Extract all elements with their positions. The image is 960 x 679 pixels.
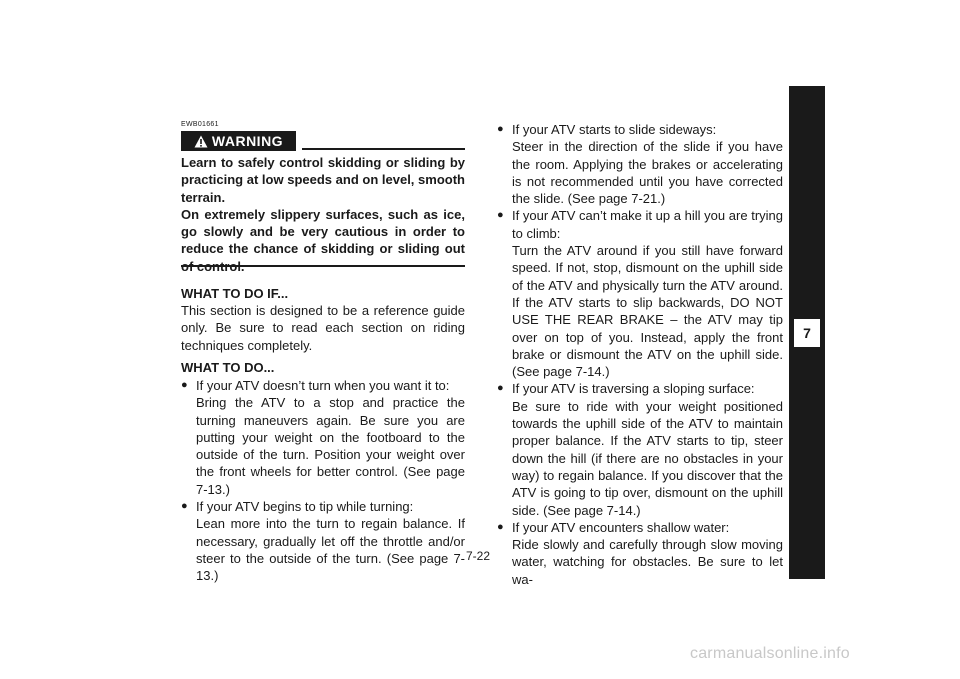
warning-rule-top — [302, 148, 465, 150]
list-item-question: If your ATV can’t make it up a hill you are trying to climb: — [512, 208, 783, 241]
warning-code: EWB01661 — [181, 121, 219, 128]
bullet-icon: ● — [181, 379, 188, 391]
section-heading-what-to-do: WHAT TO DO... — [181, 360, 275, 375]
bullet-icon: ● — [497, 382, 504, 395]
warning-paragraph-1: Learn to safely control skidding or sliding by practicing at low speeds and on level, smooth terrain. — [181, 155, 465, 205]
list-item-answer: Steer in the direction of the slide if you have the room. Applying the brakes or accelerating is not recommended until you have corrected the slide. (See page 7-21.) — [512, 139, 783, 207]
list-item-question: If your ATV doesn’t turn when you want it to: — [196, 378, 450, 393]
warning-paragraph-2: On extremely slippery surfaces, such as ice, go slowly and be very cautious in order to reduce the chance of skidding or sliding out — [181, 206, 465, 257]
warning-label: WARNING — [211, 133, 284, 149]
section-intro-text: This section is designed to be a reference guide only. Be sure to read each section on riding techniques completely. — [181, 303, 465, 353]
list-item-question: If your ATV encounters shallow water: — [512, 519, 730, 535]
warning-text — [181, 154, 465, 275]
list-item-answer: Lean more into the turn to regain balance. If necessary, gradually let off the throttle and/or steer to the outside of the turn. (See page 7-13.) — [196, 516, 465, 584]
warning-triangle-icon — [194, 135, 208, 148]
chapter-tab: 7 — [794, 319, 820, 347]
list-item — [181, 498, 465, 584]
bullet-icon: ● — [497, 123, 504, 135]
page-number: 7-22 — [466, 549, 491, 563]
list-item-answer: Bring the ATV to a stop and practice the turning maneuvers again. Be sure you are putting your weight on the footboard to the outside of the turn. Position your weight over the front wheels for better control. (See page 7-13.) — [196, 395, 465, 497]
warning-label-box — [181, 131, 296, 151]
bullet-icon: ● — [497, 209, 504, 222]
list-item-answer: Ride slowly and carefully through slow moving water, watching for obstacles. Be sure to let wa- — [512, 537, 783, 587]
list-item — [497, 380, 783, 518]
warning-rule-bottom — [181, 265, 465, 267]
watermark[interactable]: carmanualsonline.info — [690, 645, 850, 662]
left-bullet-list — [181, 377, 465, 585]
list-item — [181, 377, 465, 498]
right-bullet-list — [497, 121, 783, 588]
list-item — [497, 121, 783, 207]
section-heading-what-to-do-if: WHAT TO DO IF... — [181, 286, 289, 301]
list-item-question: If your ATV starts to slide sideways: — [512, 122, 717, 137]
bullet-icon: ● — [497, 520, 504, 533]
list-item-question: If your ATV is traversing a sloping surface: — [512, 381, 755, 397]
list-item-answer: Be sure to ride with your weight positioned towards the uphill side of the ATV to maintain proper balance. If the ATV starts to tip, steer down the hill (if there are no obstacles in your way) to regain balance. If you discover that the ATV is going to tip over, dismount on the uphill side. (See page 7-14.) — [512, 398, 783, 518]
list-item-answer: Turn the ATV around if you still have forward speed. If not, stop, dismount on the uphill side of the ATV and physically turn the ATV around. If the ATV starts to slip backwards, DO NOT USE THE REAR BRAKE – the ATV may tip over on top of you. Instead, apply the front brake or dismount the ATV on the uphill side. (See page 7-14.) — [512, 243, 783, 380]
bullet-icon: ● — [181, 500, 188, 513]
list-item-question: If your ATV begins to tip while turning: — [196, 499, 414, 515]
list-item — [497, 519, 783, 588]
list-item — [497, 207, 783, 380]
